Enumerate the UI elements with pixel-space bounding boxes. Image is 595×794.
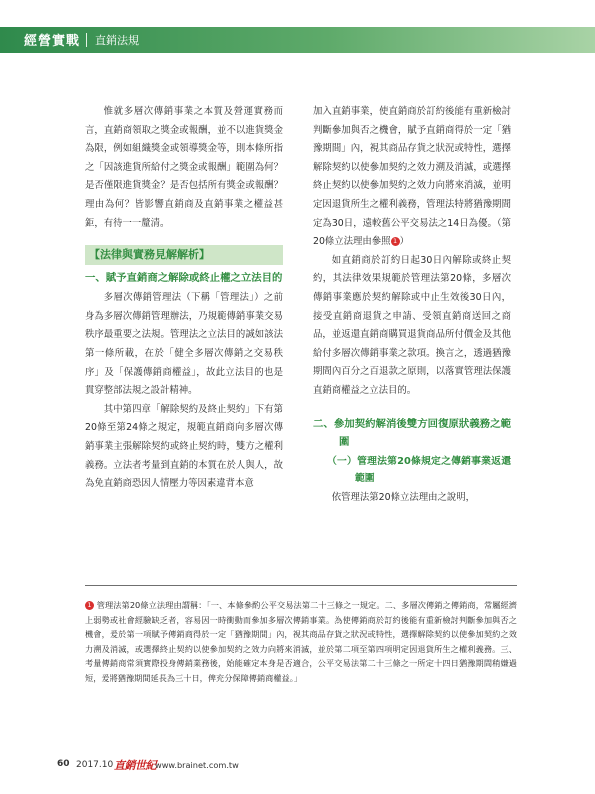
analysis-heading-box: 【法律與實務見解解析】	[85, 245, 283, 265]
heading-section-1: 一、賦予直銷商之解除或終止權之立法目的	[85, 272, 283, 285]
footnote-marker: 1	[85, 601, 94, 610]
body-paragraph: 加入直銷事業，使直銷商於訂約後能有重新檢討判斷參加與否之機會，賦予直銷商得於一定「猶豫期間」內，視其商品存貨之狀況或特性，選擇解除契約以使參加契約之效力溯及消滅，或選擇終止契約以使參加契約之效力向將來消滅，並明定因退貨所生之權利義務，管理法特將猶豫期間定為30日，遠較舊公平交易法之14日為優。（第20條立法理由參照 1 ）	[313, 106, 511, 248]
magazine-logo: 直銷世紀	[114, 759, 156, 772]
website-link[interactable]: www.brainet.com.tw	[155, 760, 239, 770]
body-paragraph: 其中第四章「解除契約及終止契約」下有第20條至第24條之規定，規範直銷商向多層次傳銷事業主張解除契約或終止契約時，雙方之權利義務。立法者考量到直銷的本質在於人與人，故為免直銷商恐因人情壓力等因素違背本意	[85, 403, 283, 490]
banner-divider	[86, 33, 87, 47]
footnote	[85, 598, 517, 686]
subheading-1: （一）管理法第20條規定之傳銷事業返還範圍	[327, 455, 511, 484]
section-label: 經營實戰	[24, 34, 81, 49]
right-column	[313, 103, 511, 507]
footnote-divider	[85, 585, 517, 586]
issue-date: 2017.10	[76, 760, 114, 770]
body-paragraph: 依管理法第20條立法理由之說明，	[331, 491, 475, 503]
section-subtitle: 直銷法規	[95, 34, 139, 47]
footnote-reference[interactable]: 1	[391, 237, 400, 246]
heading-section-2: 二、參加契約解消後雙方回復原狀義務之範圍	[313, 417, 511, 448]
page-number: 60	[57, 759, 70, 769]
page-footer	[0, 757, 595, 777]
section-banner	[0, 27, 595, 53]
left-column	[85, 103, 283, 494]
body-paragraph: 如直銷商於訂約日起30日內解除或終止契約，其法律效果規範於管理法第20條，多層次傳銷事業應於契約解除或中止生效後30日內，接受直銷商退貨之申請、受領直銷商送回之商品，並返還直銷商購買退貨商品所付價金及其他給付多層次傳銷事業之款項。換言之，透過猶豫期間內百分之百退款之原則，以落實管理法保護直銷商權益之立法目的。	[313, 254, 511, 396]
page-header	[0, 0, 595, 54]
intro-paragraph: 惟就多層次傳銷事業之本質及營運實務而言，直銷商領取之獎金或報酬，並不以進貨獎金為限，例如組織獎金或領導獎金等，則本條所指之「因該進貨所給付之獎金或報酬」範圍為何？是否僅限進貨獎金？是否包括所有獎金或報酬？理由為何？皆影響直銷商及直銷事業之權益甚鉅，有待一一釐清。	[85, 106, 283, 229]
body-paragraph: 多層次傳銷管理法（下稱「管理法」）之前身為多層次傳銷管理辦法，乃規範傳銷事業交易秩序最重要之法規。管理法之立法目的誠如該法第一條所載，在於「健全多層次傳銷之交易秩序」及「保護傳銷商權益」，故此立法目的也是貫穿整部法規之設計精神。	[85, 292, 283, 397]
footnote-text: 管理法第20條立法理由謂稱：「一、本條參酌公平交易法第二十三條之一規定。二、多層次傳銷之傳銷商，常屬經濟上弱勢或社會經驗缺乏者，容易因一時衝動而參加多層次傳銷事業。為使傳銷商於訂約後能有重新檢討判斷參加與否之機會，爰於第一項賦予傳銷商得於一定「猶豫期間」內，視其商品存貨之狀況或特性，選擇解除契約以使參加契約之效力溯及消滅，或選擇終止契約以使參加契約之效力向將來消滅，並於第二項至第四項明定因退貨所生之權利義務。三、考量傳銷商常須實際投身傳銷業務後，始能確定本身是否適合，公平交易法第二十三條之一所定十四日猶豫期間稍嫌過短，爰將猶豫期間延長為三十日，俾充分保障傳銷商權益。」	[85, 600, 517, 683]
